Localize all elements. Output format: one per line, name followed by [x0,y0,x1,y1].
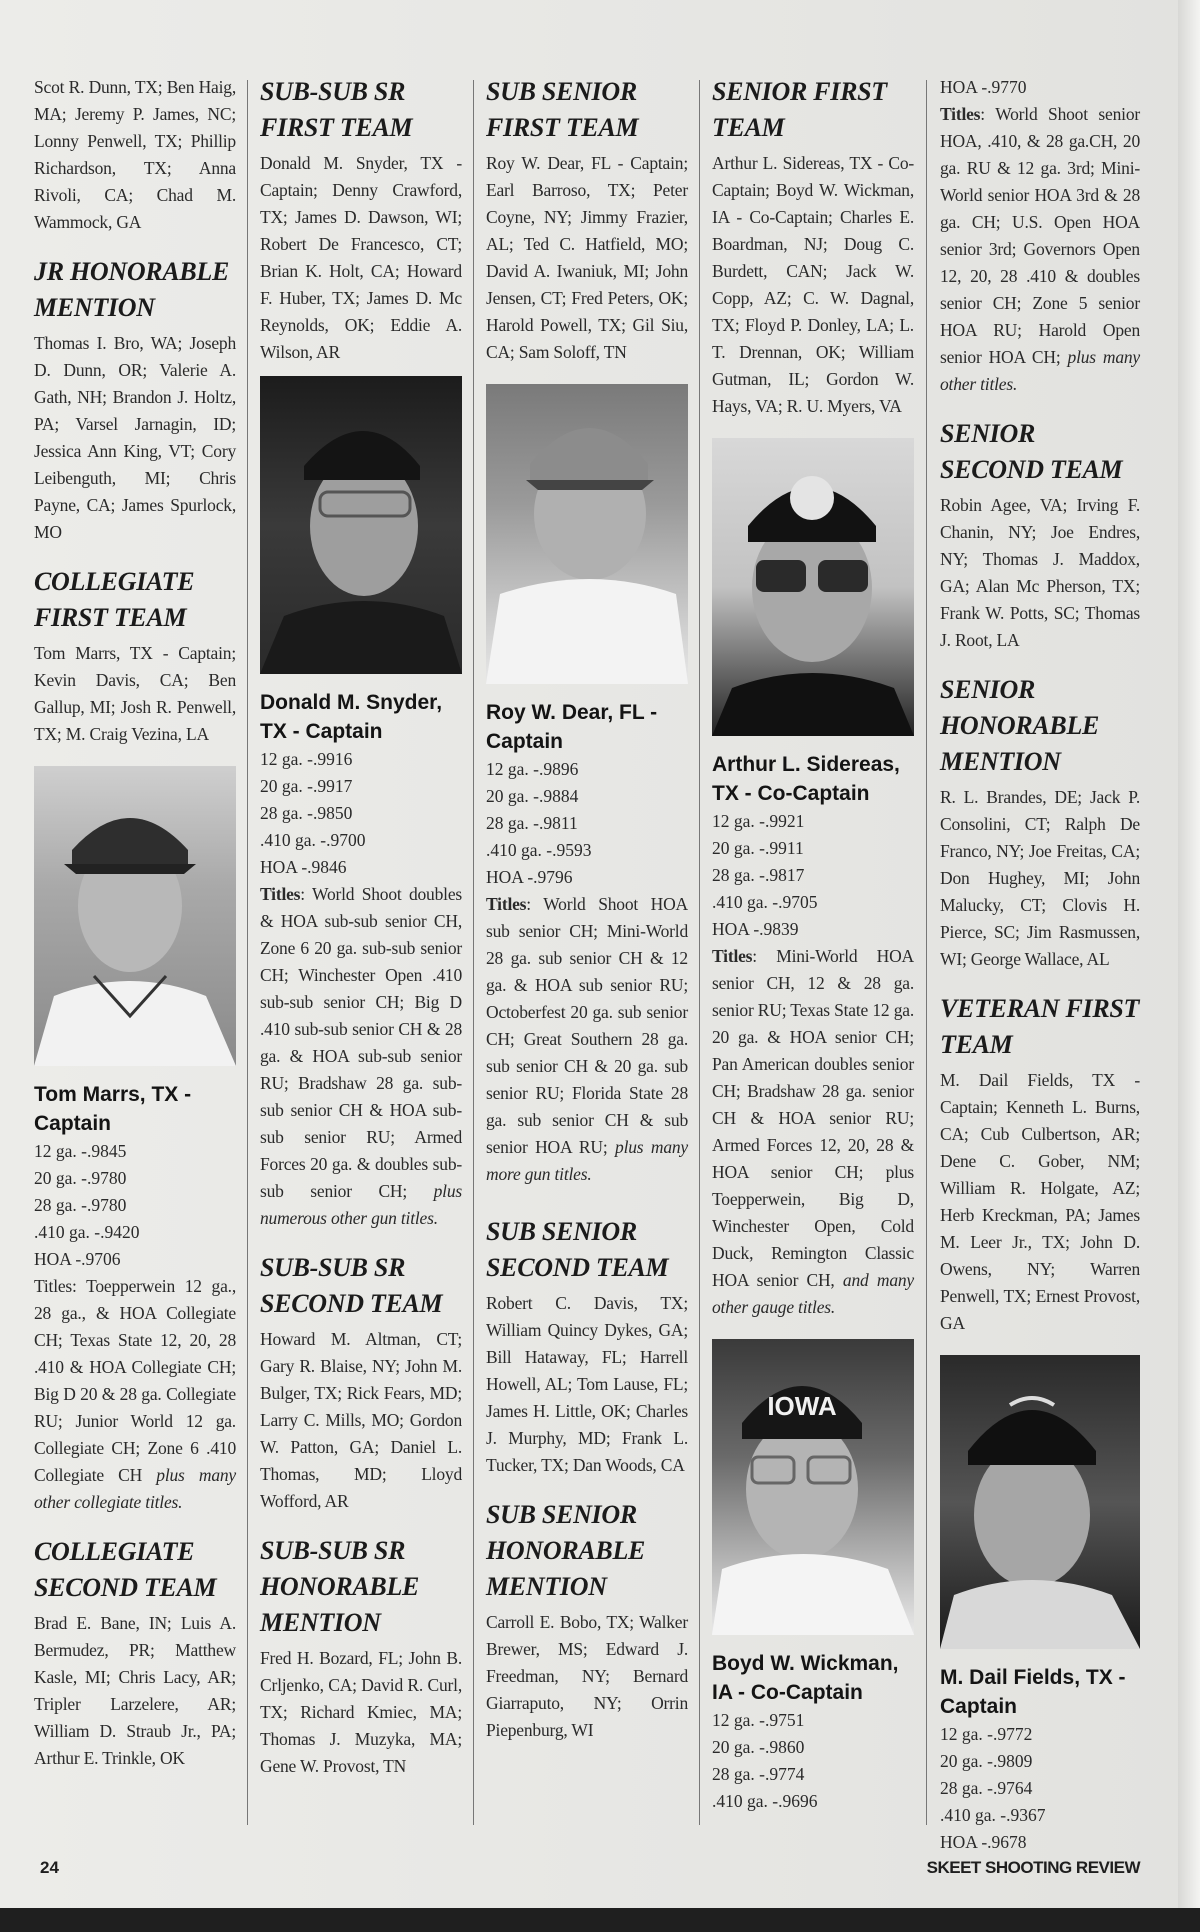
roy-dear-titles [486,891,688,1188]
stat-line: .410 ga. -.9420 [34,1222,140,1242]
stat-line: 28 ga. -.9811 [486,813,578,833]
arthur-sidereas-caption: Arthur L. Sidereas, TX - Co-Captain [712,753,900,805]
stat-line: HOA -.9706 [34,1249,121,1269]
sub-senior-first-team-heading: SUB SENIOR FIRST TEAM [486,77,639,142]
dail-fields-photo [940,1355,1140,1649]
sub-sub-sr-honorable-mention-heading: SUB-SUB SR HONORABLE MENTION [260,1536,420,1637]
stat-line: 28 ga. -.9780 [34,1195,127,1215]
titles-label: Titles [940,104,981,124]
titles-italic: and many other gauge titles. [712,1270,914,1317]
donald-snyder-photo [260,376,462,674]
veteran-first-team-heading: VETERAN FIRST TEAM [940,994,1140,1059]
stat-line: 20 ga. -.9911 [712,838,804,858]
stat-line: 28 ga. -.9817 [712,865,805,885]
collegiate-first-team-names: Tom Marrs, TX - Captain; Kevin Davis, CA; Ben Gallup, MI; Josh R. Penwell, TX; M. Craig Vezina, LA [34,643,236,744]
senior-first-team-names: Arthur L. Sidereas, TX - Co-Captain; Boyd W. Wickman, IA - Co-Captain; Charles E. Boardman, NJ; Doug C. Burdett, CAN; Jack W. Copp, AZ; C. W. Dagnal, TX; Floyd P. Donley, LA; L. T. Drennan, OK; William Gutman, IL; Gordon W. Hays, VA; R. U. Myers, VA [712,153,914,416]
collegiate-first-team-heading: COLLEGIATE FIRST TEAM [34,567,195,632]
arthur-sidereas-titles [712,943,914,1321]
sub-sub-sr-first-team-heading: SUB-SUB SR FIRST TEAM [260,77,413,142]
titles-italic: plus many other titles. [940,347,1140,394]
sub-senior-honorable-mention-heading: SUB SENIOR HONORABLE MENTION [486,1500,646,1601]
sub-sub-sr-first-team-names: Donald M. Snyder, TX - Captain; Denny Crawford, TX; James D. Dawson, WI; Robert De Francesco, CT; Brian K. Holt, CA; Howard F. Huber, TX; James D. Mc Reynolds, OK; Eddie A. Wilson, AR [260,153,462,362]
stat-line: 28 ga. -.9774 [712,1764,805,1784]
tom-marrs-caption: Tom Marrs, TX - Captain [34,1083,192,1135]
svg-text:IOWA: IOWA [767,1391,837,1421]
stat-line: .410 ga. -.9367 [940,1805,1046,1825]
collegiate-second-team-heading: COLLEGIATE SECOND TEAM [34,1537,217,1602]
stat-line: 20 ga. -.9780 [34,1168,127,1188]
senior-honorable-mention-names: R. L. Brandes, DE; Jack P. Consolini, CT; Ralph De Franco, NY; Joe Freitas, CA; Don Hughey, MI; John Malucky, CT; Clovis H. Pierce, SC; Jim Rasmussen, WI; George Wallace, AL [940,787,1140,969]
column-2 [260,74,462,1798]
jr-honorable-mention-heading: JR HONORABLE MENTION [34,257,230,322]
stat-line: 12 ga. -.9916 [260,749,353,769]
sub-senior-second-team-names: Robert C. Davis, TX; William Quincy Dykes, GA; Bill Hataway, FL; Harrell Howell, AL; Tom Lause, FL; James H. Little, OK; Charles J. Murphy, MD; Frank L. Tucker, TX; Dan Woods, CA [486,1293,688,1475]
column-divider [247,80,248,1825]
stat-line: .410 ga. -.9705 [712,892,818,912]
stat-line: .410 ga. -.9593 [486,840,592,860]
senior-first-team-heading: SENIOR FIRST TEAM [712,77,887,142]
scan-border [0,1908,1200,1932]
titles-text: : World Shoot senior HOA, .410, & 28 ga.CH, 20 ga. RU & 12 ga. 3rd; Mini-World senior HOA 3rd & 28 ga. CH; U.S. Open HOA senior 3rd; Governors Open 12, 20, 28 .410 & doubles senior CH; Zone 5 senior HOA RU; Harold Open senior HOA CH; [940,104,1140,367]
sub-sub-sr-honorable-mention-names: Fred H. Bozard, FL; John B. Crljenko, CA; David R. Curl, TX; Richard Kmiec, MA; Thomas J. Muzyka, MA; Gene W. Provost, TN [260,1648,462,1776]
column-1 [34,74,236,1790]
sub-senior-first-team-names: Roy W. Dear, FL - Captain; Earl Barroso, TX; Peter Coyne, NY; Jimmy Frazier, AL; Ted C. Hatfield, MO; David A. Iwaniuk, MI; John Jensen, CT; Fred Peters, OK; Harold Powell, TX; Gil Siu, CA; Sam Soloff, TN [486,153,688,362]
boyd-wickman-caption: Boyd W. Wickman, IA - Co-Captain [712,1652,899,1704]
collegiate-second-team-names: Brad E. Bane, IN; Luis A. Bermudez, PR; Matthew Kasle, MI; Chris Lacy, AR; Tripler Larzelere, AR; William D. Straub Jr., PA; Arthur E. Trinkle, OK [34,1613,236,1768]
veteran-first-team-names: M. Dail Fields, TX - Captain; Kenneth L. Burns, CA; Cub Culbertson, AR; Dene C. Gober, NM; William R. Holgate, AZ; Herb Kreckman, PA; James M. Leer Jr., TX; John D. Owens, NY; Warren Penwell, TX; Ernest Provost, GA [940,1070,1140,1333]
stat-line: 20 ga. -.9809 [940,1751,1033,1771]
column-divider [699,80,700,1825]
senior-second-team-heading: SENIOR SECOND TEAM [940,419,1123,484]
arthur-sidereas-photo [712,438,914,736]
titles-label: Titles [486,894,527,914]
jr-honorable-mention-names: Thomas I. Bro, WA; Joseph D. Dunn, OR; Valerie A. Gath, NH; Brandon J. Holtz, PA; Varsel Jarnagin, ID; Jessica Ann King, VT; Cory Leibenguth, MI; Chris Payne, CA; James Spurlock, MO [34,333,236,542]
column-3 [486,74,688,1762]
stat-line: 28 ga. -.9764 [940,1778,1033,1798]
titles-text: : Mini-World HOA senior CH, 12 & 28 ga. senior RU; Texas State 12 ga. 20 ga. & HOA senior CH; Pan American doubles senior CH; Bradshaw 28 ga. senior CH & HOA senior RU; Armed Forces 12, 20, 28 & HOA senior CH; plus Toepperwein, Big D, Winchester Open, Cold Duck, Remington Classic HOA senior CH, [712,946,914,1290]
stat-line: 12 ga. -.9751 [712,1710,805,1730]
page-number: 24 [40,1858,59,1877]
titles-text: : World Shoot HOA sub senior CH; Mini-World 28 ga. sub senior CH & 12 ga. & HOA sub senior RU; Octoberfest 20 ga. sub senior CH; Great Southern 28 ga. sub senior CH & 20 ga. sub senior RU; Florida State 28 ga. sub senior CH & sub senior HOA RU; [486,894,688,1157]
stat-line: HOA -.9678 [940,1832,1027,1852]
sub-sub-sr-second-team-names: Howard M. Altman, CT; Gary R. Blaise, NY; John M. Bulger, TX; Rick Fears, MD; Larry C. Mills, MO; Gordon W. Patton, GA; Daniel L. Thomas, MD; Lloyd Wofford, AR [260,1329,462,1511]
donald-snyder-caption: Donald M. Snyder, TX - Captain [260,691,443,743]
senior-second-team-names: Robin Agee, VA; Irving F. Chanin, NY; Joe Endres, NY; Thomas J. Maddox, GA; Alan Mc Pherson, TX; Frank W. Potts, SC; Thomas J. Root, LA [940,495,1140,650]
column-5 [940,74,1140,1856]
stat-line: HOA -.9796 [486,867,573,887]
stat-line: .410 ga. -.9696 [712,1791,818,1811]
stat-line: HOA -.9839 [712,919,799,939]
titles-italic: plus many other collegiate titles. [34,1465,236,1512]
senior-honorable-mention-heading: SENIOR HONORABLE MENTION [940,675,1100,776]
boyd-wickman-photo [712,1339,914,1635]
stat-line: 12 ga. -.9772 [940,1724,1033,1744]
stat-line: HOA -.9846 [260,857,347,877]
sub-senior-second-team-heading: SUB SENIOR SECOND TEAM [486,1217,669,1282]
column-divider [473,80,474,1825]
stat-line: HOA -.9770 [940,77,1027,97]
stat-line: 28 ga. -.9850 [260,803,353,823]
boyd-wickman-titles [940,101,1140,398]
roy-dear-caption: Roy W. Dear, FL - Captain [486,701,658,753]
publication-name: SKEET SHOOTING REVIEW [926,1858,1140,1877]
stat-line: 12 ga. -.9896 [486,759,579,779]
column-4 [712,74,914,1815]
titles-text: : World Shoot doubles & HOA sub-sub senior CH, Zone 6 20 ga. sub-sub senior CH; Winchester Open .410 sub-sub senior CH; Big D .410 sub-sub senior CH & 28 ga. & HOA sub-sub senior RU; Bradshaw 28 ga. sub-sub senior CH & HOA sub-sub senior RU; Armed Forces 20 ga. & doubles sub-sub senior CH; [260,884,462,1201]
titles-text: Titles: Toepperwein 12 ga., 28 ga., & HOA Collegiate CH; Texas State 12, 20, 28 .410 & HOA Collegiate CH; Big D 20 & 28 ga. Collegiate RU; Junior World 12 ga. Collegiate CH; Zone 6 .410 Collegiate CH [34,1276,236,1485]
stat-line: 12 ga. -.9845 [34,1141,127,1161]
titles-label: Titles [712,946,753,966]
junior-team-names-continued: Scot R. Dunn, TX; Ben Haig, MA; Jeremy P. James, NC; Lonny Penwell, TX; Phillip Richardson, TX; Anna Rivoli, CA; Chad M. Wammock, GA [34,77,236,232]
titles-italic: plus many more gun titles. [486,1137,688,1184]
roy-dear-photo [486,384,688,684]
donald-snyder-titles [260,881,462,1232]
stat-line: .410 ga. -.9700 [260,830,366,850]
tom-marrs-photo [34,766,236,1066]
dail-fields-caption: M. Dail Fields, TX - Captain [940,1666,1126,1718]
stat-line: 20 ga. -.9917 [260,776,353,796]
page-edge [1178,0,1200,1932]
sub-senior-honorable-mention-names: Carroll E. Bobo, TX; Walker Brewer, MS; Edward J. Freedman, NY; Bernard Giarraputo, NY; Orrin Piepenburg, WI [486,1612,688,1740]
tom-marrs-titles [34,1273,236,1516]
stat-line: 20 ga. -.9860 [712,1737,805,1757]
titles-label: Titles [260,884,301,904]
stat-line: 20 ga. -.9884 [486,786,579,806]
titles-italic: plus numerous other gun titles. [260,1181,462,1228]
stat-line: 12 ga. -.9921 [712,811,805,831]
column-divider [926,80,927,1825]
sub-sub-sr-second-team-heading: SUB-SUB SR SECOND TEAM [260,1253,443,1318]
